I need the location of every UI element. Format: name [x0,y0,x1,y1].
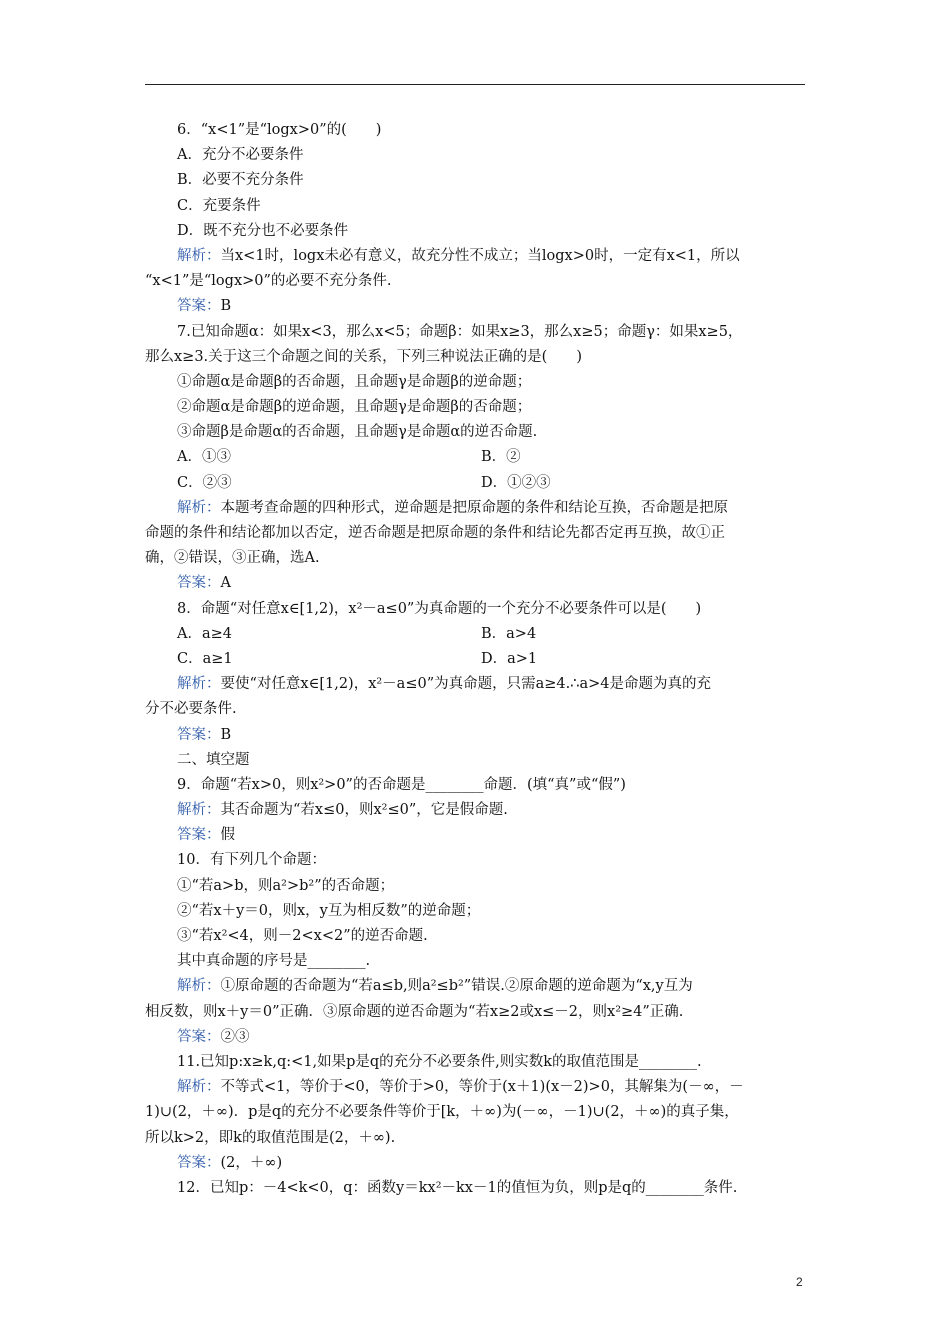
answer-label: 解析： [177,802,221,819]
line-text: “x<1”是“logx>0”的必要不充分条件. [145,273,392,290]
line-text: 假 [220,827,235,844]
line-text: ①命题α是命题β的否命题，且命题γ是命题β的逆命题； [177,373,532,390]
text-line [145,874,805,899]
text-line [145,269,805,294]
line-text: B [220,298,232,315]
option-row [145,445,805,470]
text-line [145,597,805,622]
text-line [145,521,805,546]
text-line [145,1000,805,1025]
line-text: ③命题β是命题α的否命题，且命题γ是命题α的逆否命题. [177,424,538,441]
line-text: D．既不充分也不必要条件 [177,222,349,239]
line-text: 要使“对任意x∈[1,2)，x²－a≤0”为真命题，只需a≥4.∴a>4是命题为真的充 [220,676,711,693]
line-text: 其否命题为“若x≤0，则x²≤0”，它是假命题. [220,802,508,819]
answer-label: 答案： [177,1028,221,1045]
line-text: 11.已知p:x≥k,q:<1,如果p是q的充分不必要条件,则实数k的取值范围是________. [177,1053,702,1070]
answer-label: 解析： [177,247,221,264]
line-text: 6．“x<1”是“logx>0”的( ) [177,122,382,138]
line-text: 9．命题“若x>0，则x²>0”的否命题是________命题．(填“真”或“假”) [177,776,626,793]
answer-label: 答案： [177,827,221,844]
line-text: ①“若a>b，则a²>b²”的否命题； [177,877,395,894]
line-text: 分不必要条件. [145,701,237,718]
text-line [145,546,805,571]
answer-label: 解析： [177,676,221,693]
line-text: 不等式<1，等价于<0，等价于>0，等价于(x＋1)(x－2)>0，其解集为(－∞，－ [220,1079,744,1096]
text-line [145,974,805,999]
line-text: C．充要条件 [177,197,261,214]
text-line [145,924,805,949]
line-text: (2，＋∞) [220,1154,283,1171]
text-line [145,1176,805,1201]
option-row [145,622,805,647]
answer-label: 解析： [177,1079,221,1096]
text-line [145,395,805,420]
text-line [145,370,805,395]
document-body [145,118,805,1201]
text-line [145,1151,805,1176]
text-line [145,672,805,697]
header-rule [145,84,805,85]
text-line [145,723,805,748]
option-text: D．a>1 [481,650,538,667]
answer-label: 解析： [177,499,221,516]
text-line [145,697,805,722]
line-text: 8．命题“对任意x∈[1,2)，x²－a≤0”为真命题的一个充分不必要条件可以是( ) [177,600,702,617]
line-text: B．必要不充分条件 [177,172,304,189]
line-text: ②命题α是命题β的逆命题，且命题γ是命题β的否命题； [177,399,532,416]
line-text: 其中真命题的序号是________. [177,953,371,970]
line-text: B [220,726,232,743]
line-text: ①原命题的否命题为“若a≤b,则a²≤b²”错误.②原命题的逆命题为“x,y互为 [220,978,693,995]
line-text: 10．有下列几个命题： [177,852,326,869]
option-text: C．a≥1 [177,650,233,667]
line-text: 所以k>2，即k的取值范围是(2，＋∞). [145,1129,396,1146]
option-text: D．①②③ [481,474,551,491]
line-text: ②③ [220,1028,250,1045]
text-line [145,1100,805,1125]
text-line [145,798,805,823]
line-text: ③“若x²<4，则－2<x<2”的逆否命题. [177,928,428,944]
text-line [145,496,805,521]
answer-label: 答案： [177,1154,221,1171]
line-text: 当x<1时，logx未必有意义，故充分性不成立；当logx>0时，一定有x<1，所以 [220,247,740,264]
text-line [145,899,805,924]
line-text: ②“若x＋y＝0，则x，y互为相反数”的逆命题； [177,902,481,919]
text-line [145,118,805,143]
text-line [145,143,805,168]
text-line [145,773,805,798]
line-text: A．充分不必要条件 [177,147,304,164]
option-text: B．a>4 [481,625,537,642]
answer-label: 解析： [177,978,221,995]
line-text: 命题的条件和结论都加以否定，逆否命题是把原命题的条件和结论先都否定再互换，故①正 [145,525,725,541]
text-line [145,420,805,445]
text-line [145,748,805,773]
text-line [145,1126,805,1151]
line-text: 二、填空题 [177,751,250,768]
text-line [145,320,805,345]
line-text: 那么x≥3.关于这三个命题之间的关系，下列三种说法正确的是( ) [145,348,582,365]
text-line [145,244,805,269]
option-row [145,471,805,496]
line-text: 12．已知p：－4<k<0，q：函数y＝kx²－kx－1的值恒为负，则p是q的________条件. [177,1179,738,1196]
line-text: A [220,575,231,592]
text-line [145,345,805,370]
text-line [145,1025,805,1050]
option-row [145,647,805,672]
text-line [145,168,805,193]
option-text: A．a≥4 [177,625,232,642]
line-text: 本题考查命题的四种形式，逆命题是把原命题的条件和结论互换，否命题是把原 [220,499,728,516]
option-text: A．①③ [177,449,231,466]
text-line [145,823,805,848]
option-text: C．②③ [177,474,232,491]
text-line [145,1075,805,1100]
option-text: B．② [481,449,521,466]
answer-label: 答案： [177,298,221,315]
text-line [145,949,805,974]
text-line [145,219,805,244]
line-text: 确，②错误，③正确，选A. [145,550,320,567]
text-line [145,571,805,596]
text-line [145,194,805,219]
text-line [145,1050,805,1075]
text-line [145,294,805,319]
answer-label: 答案： [177,575,221,592]
line-text: 相反数，则x＋y＝0”正确．③原命题的逆否命题为“若x≥2或x≤－2，则x²≥4”正确. [145,1003,684,1020]
text-line [145,848,805,873]
answer-label: 答案： [177,726,221,743]
line-text: 7.已知命题α：如果x<3，那么x<5；命题β：如果x≥3，那么x≥5；命题γ：如果x≥5， [177,323,743,340]
page-number: 2 [796,1275,803,1289]
line-text: 1)∪(2，＋∞)．p是q的充分不必要条件等价于[k，＋∞)为(－∞，－1)∪(2，＋∞)的真子集， [145,1104,739,1121]
